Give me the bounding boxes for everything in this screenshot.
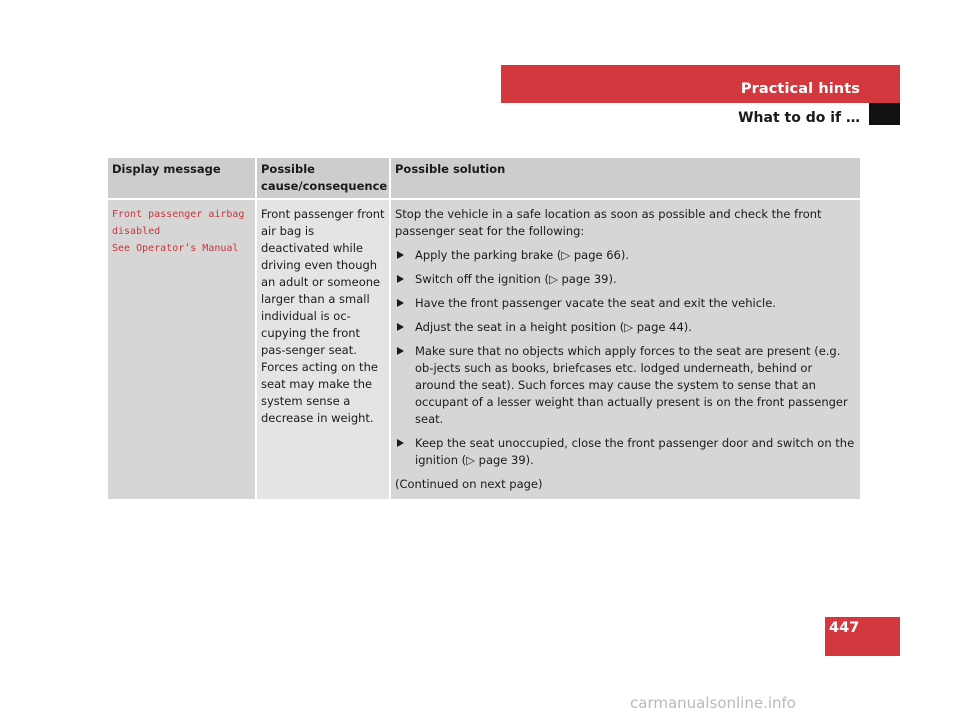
page-number: 447 <box>829 620 860 636</box>
solution-step <box>395 319 856 336</box>
display-message-line: disabled <box>112 226 161 237</box>
arrow-bullet-icon <box>397 299 404 307</box>
solution-step-text: Adjust the seat in a height position (▷ page 44). <box>415 320 692 334</box>
header-bar <box>501 65 900 103</box>
header-possible-cause: Possible cause/consequence <box>256 158 390 199</box>
table-header-row <box>108 158 860 199</box>
solution-step-text: Apply the parking brake (▷ page 66). <box>415 248 630 262</box>
table-row <box>108 199 860 499</box>
solution-step-text: Make sure that no objects which apply forces to the seat are present (e.g. ob-jects such as books, briefcases etc. lodged underneath, behind or around the seat). Such forces may cause the system to sense that an occupant of a lesser weight than actually present is on the front passenger seat. <box>415 344 848 426</box>
solution-step <box>395 343 856 428</box>
section-title: Practical hints <box>740 81 860 97</box>
arrow-bullet-icon <box>397 347 404 355</box>
arrow-bullet-icon <box>397 323 404 331</box>
arrow-bullet-icon <box>397 439 404 447</box>
solution-intro: Stop the vehicle in a safe location as soon as possible and check the front passenger seat for the following: <box>395 207 822 238</box>
solution-step <box>395 435 856 469</box>
watermark: carmanualsonline.info <box>630 694 796 712</box>
header-possible-solution: Possible solution <box>390 158 860 199</box>
display-message-line: Front passenger airbag <box>112 209 245 220</box>
hints-table <box>108 158 860 499</box>
cause-text: Front passenger front air bag is deactivated while driving even though an adult or someone larger than a small individual is oc-cupying the front pas-senger seat. Forces acting on the seat may make the system sense a decrease in weight. <box>261 207 385 425</box>
arrow-bullet-icon <box>397 275 404 283</box>
solution-step <box>395 247 856 264</box>
arrow-bullet-icon <box>397 251 404 259</box>
solution-step <box>395 271 856 288</box>
section-subtitle: What to do if … <box>738 110 860 126</box>
solution-step-text: Keep the seat unoccupied, close the front passenger door and switch on the ignition (▷ page 39). <box>415 436 855 467</box>
display-message-line: See Operator’s Manual <box>112 243 239 254</box>
header-display-message: Display message <box>108 158 256 199</box>
solution-cell <box>390 199 860 499</box>
cause-cell <box>256 199 390 499</box>
solution-step <box>395 295 856 312</box>
continued-note: (Continued on next page) <box>395 477 543 491</box>
solution-steps <box>395 247 856 469</box>
display-message-cell <box>108 199 256 499</box>
solution-step-text: Have the front passenger vacate the seat and exit the vehicle. <box>415 296 776 310</box>
solution-step-text: Switch off the ignition (▷ page 39). <box>415 272 617 286</box>
page-number-box <box>825 617 900 656</box>
header-marker <box>869 103 900 125</box>
